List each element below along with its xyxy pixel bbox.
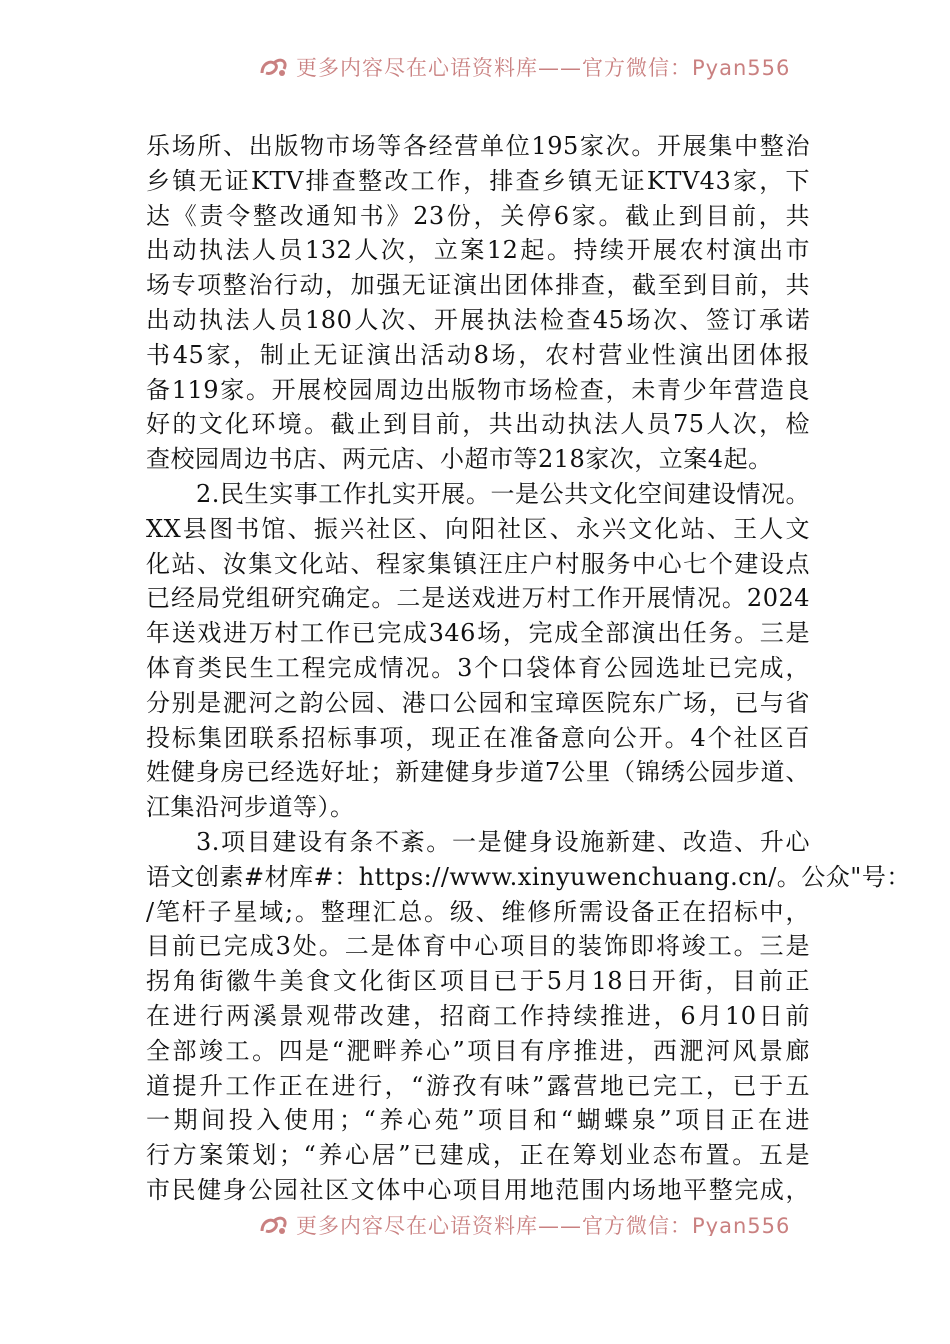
body-line: XX县图书馆、振兴社区、向阳社区、永兴文化站、王人文 xyxy=(146,514,810,543)
body-line: 达《责令整改通知书》23份，关停6家。截止到目前，共 xyxy=(146,201,810,230)
body-line: 拐角街徽牛美食文化街区项目已于5月18日开街，目前正 xyxy=(146,967,810,996)
body-line: 查校园周边书店、两元店、小超市等218家次，立案4起。 xyxy=(146,445,773,474)
body-line: 在进行两溪景观带改建，招商工作持续推进，6月10日前 xyxy=(146,1001,810,1030)
body-line: 体育类民生工程完成情况。3个口袋体育公园选址已完成， xyxy=(146,653,810,682)
logo-icon xyxy=(258,55,290,79)
body-line: 化站、汝集文化站、程家集镇汪庄户村服务中心七个建设点 xyxy=(146,549,810,578)
body-line: 乡镇无证KTV排查整改工作，排查乡镇无证KTV43家，下 xyxy=(146,166,810,195)
body-line: 语文创素#材库#：https://www.xinyuwenchuang.cn/。公众"号： xyxy=(146,862,911,891)
body-line: 分别是淝河之韵公园、港口公园和宝璋医院东广场，已与省 xyxy=(146,688,810,717)
body-line: 乐场所、出版物市场等各经营单位195家次。开展集中整治 xyxy=(146,132,810,160)
body-line: /笔杆子星域;。整理汇总。级、维修所需设备正在招标中， xyxy=(146,897,810,926)
logo-icon xyxy=(258,1213,290,1236)
watermark-text: 更多内容尽在心语资料库——官方微信：Pyan556 xyxy=(296,56,791,80)
body-line: 姓健身房已经选好址；新建健身步道7公里（锦绣公园步道、 xyxy=(146,758,810,787)
body-line: 行方案策划；“养心居”已建成，正在筹划业态布置。五是 xyxy=(146,1141,810,1170)
body-line: 投标集团联系招标事项，现正在准备意向公开。4个社区百 xyxy=(146,723,810,752)
paragraph-heading-3: 3.项目建设有条不紊。一是健身设施新建、改造、升心 xyxy=(196,827,810,856)
body-line: 全部竣工。四是“淝畔养心”项目有序推进，西淝河风景廊 xyxy=(146,1036,810,1065)
footer-watermark xyxy=(0,1206,950,1236)
header-watermark xyxy=(0,54,950,84)
body-line: 目前已完成3处。二是体育中心项目的装饰即将竣工。三是 xyxy=(146,932,810,961)
body-line: 江集沿河步道等）。 xyxy=(146,793,355,822)
body-line: 好的文化环境。截止到目前，共出动执法人员75人次，检 xyxy=(146,410,810,439)
body-line: 场专项整治行动，加强无证演出团体排查，截至到目前，共 xyxy=(146,271,810,300)
body-line: 年送戏进万村工作已完成346场，完成全部演出任务。三是 xyxy=(146,619,810,648)
body-line: 书45家，制止无证演出活动8场，农村营业性演出团体报 xyxy=(146,340,810,369)
body-line: 道提升工作正在进行，“游孜有味”露营地已完工，已于五 xyxy=(146,1071,810,1100)
body-line: 出动执法人员180人次、开展执法检查45场次、签订承诺 xyxy=(146,305,810,334)
document-body xyxy=(146,129,911,1208)
paragraph-heading-2: 2.民生实事工作扎实开展。一是公共文化空间建设情况。 xyxy=(196,479,810,508)
watermark-text: 更多内容尽在心语资料库——官方微信：Pyan556 xyxy=(296,1214,791,1236)
body-line: 备119家。开展校园周边出版物市场检查，未青少年营造良 xyxy=(146,375,810,404)
body-line: 市民健身公园社区文体中心项目用地范围内场地平整完成， xyxy=(146,1175,810,1204)
body-line: 一期间投入使用；“养心苑”项目和“蝴蝶泉”项目正在进 xyxy=(146,1106,810,1135)
body-line: 已经局党组研究确定。二是送戏进万村工作开展情况。2024 xyxy=(146,584,810,613)
body-line: 出动执法人员132人次，立案12起。持续开展农村演出市 xyxy=(146,236,810,265)
